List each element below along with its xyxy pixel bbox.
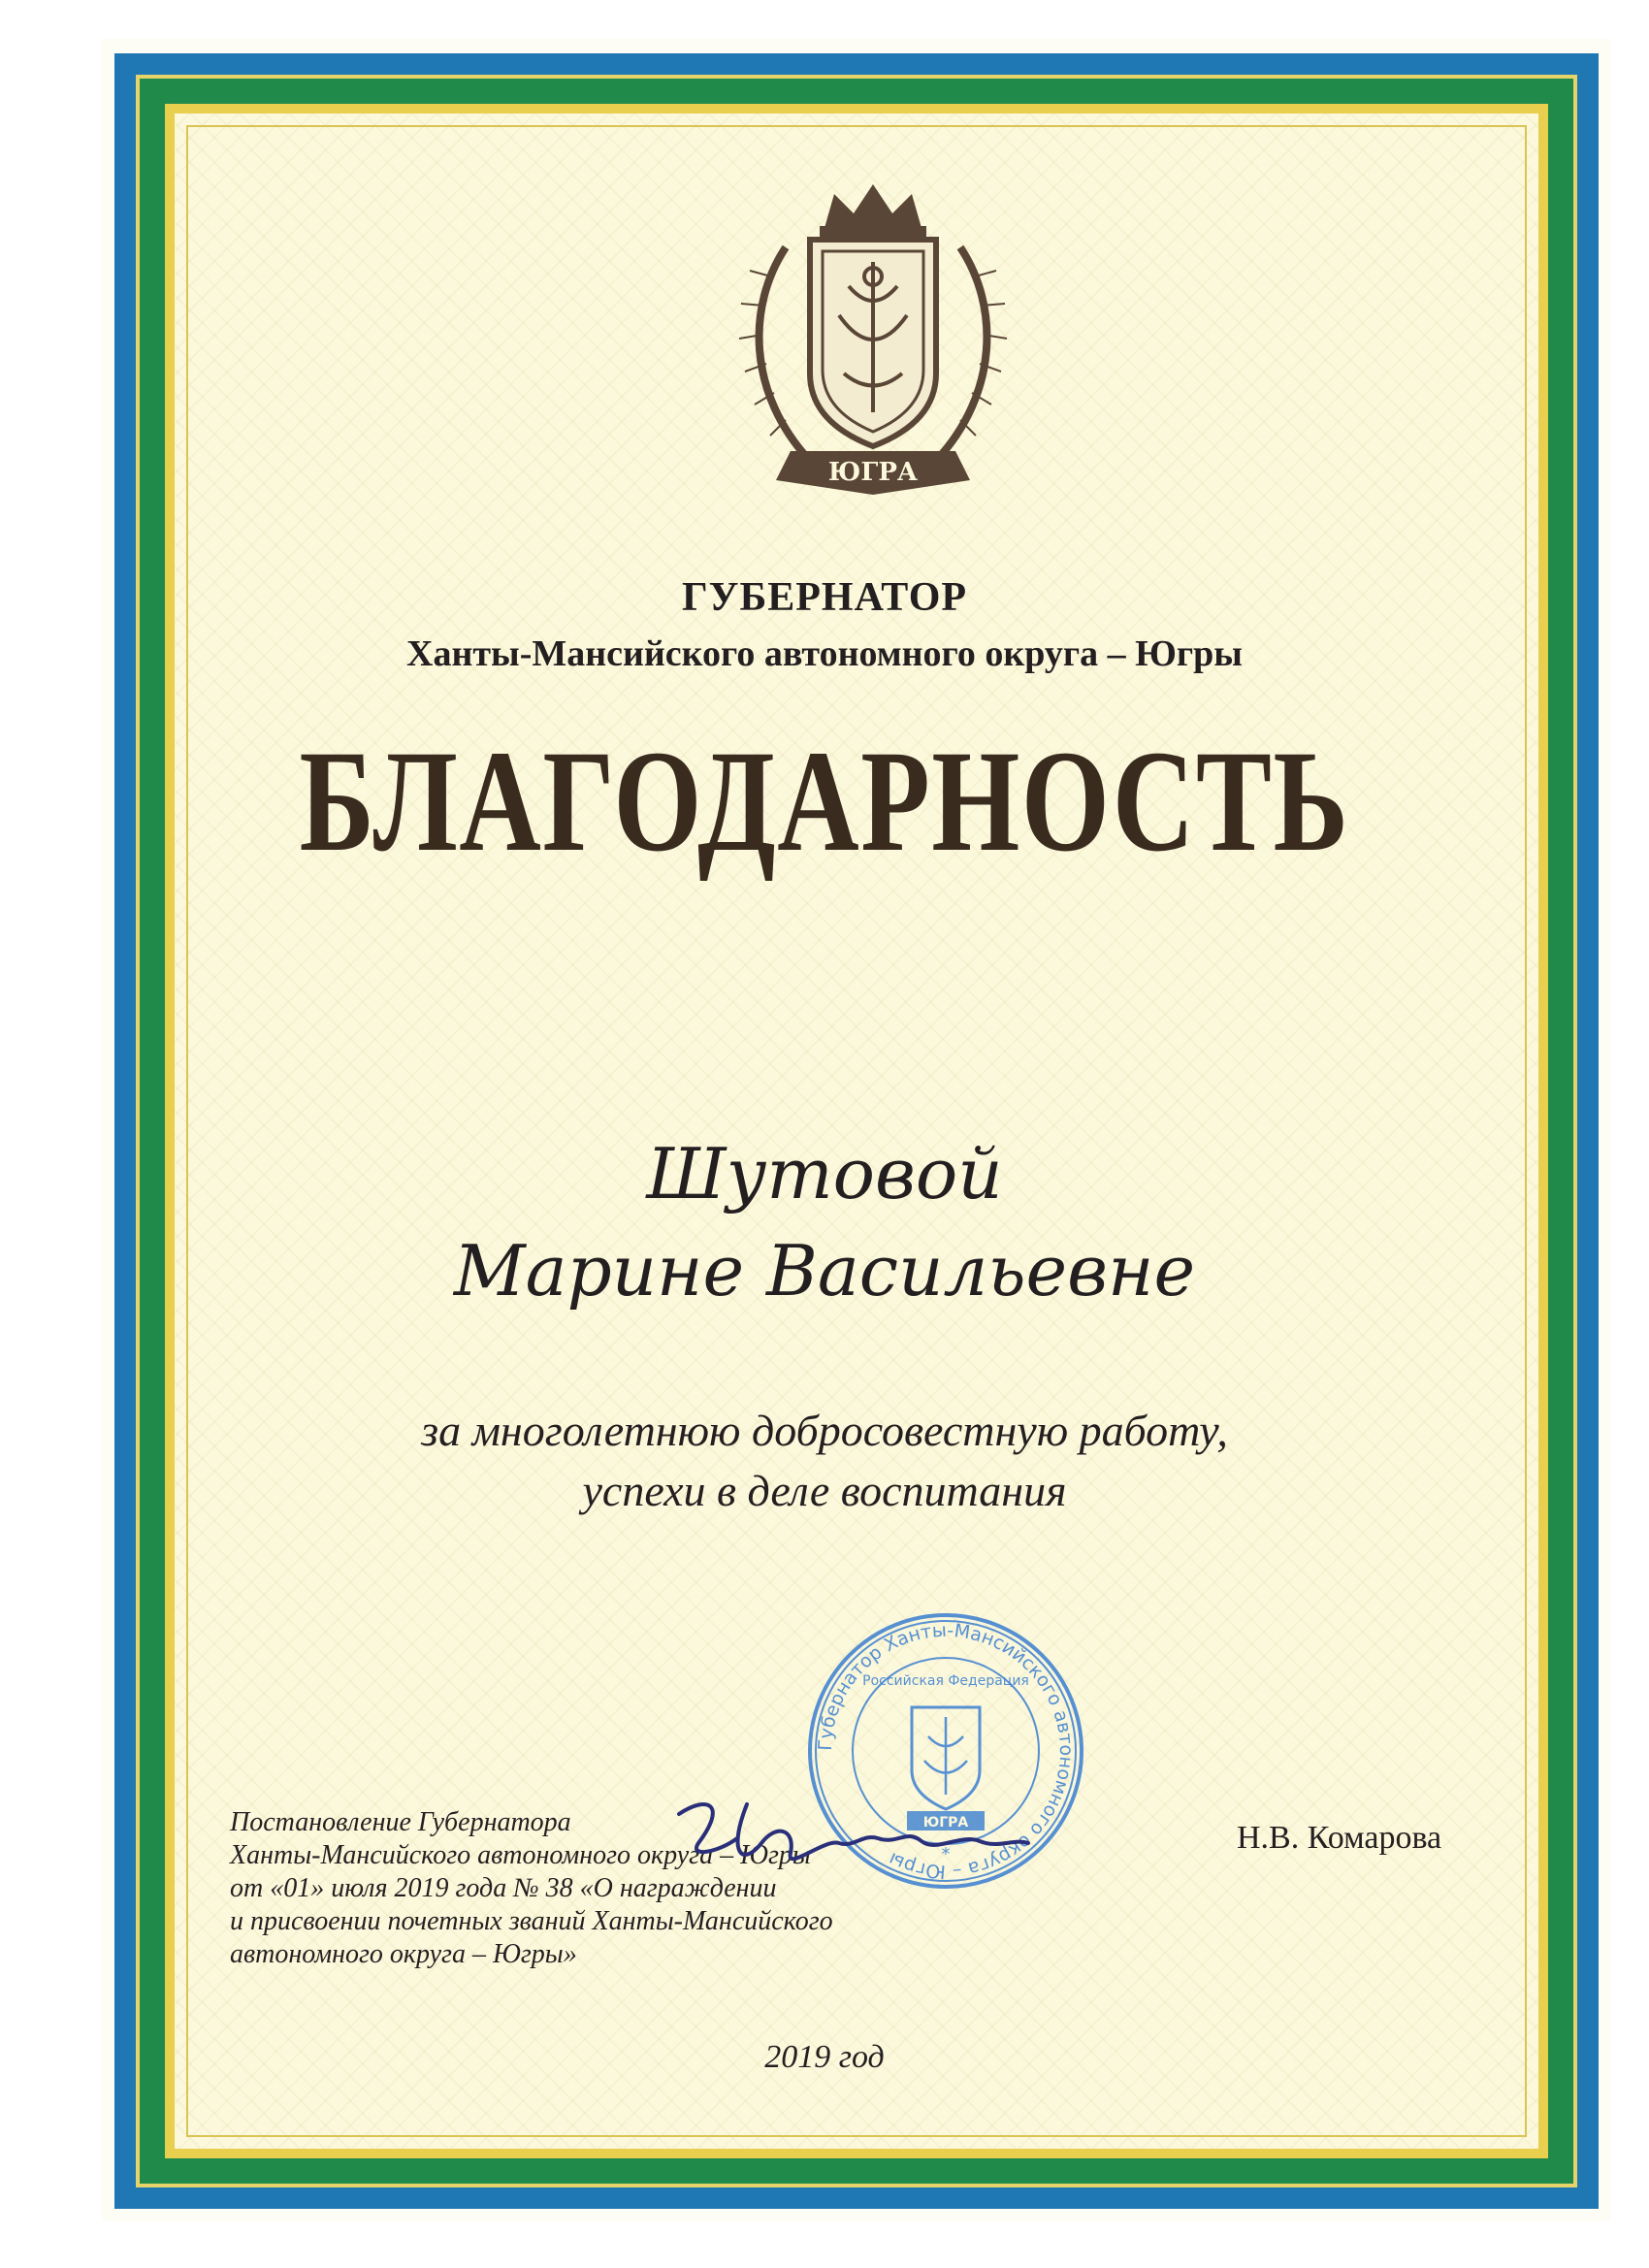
decree-line: Ханты-Мансийского автономного округа – Югры [230, 1840, 811, 1870]
decree-line: Постановление Губернатора [230, 1807, 571, 1837]
emblem-ribbon-text: ЮГРА [827, 458, 919, 487]
decree-line: от «01» июля 2019 года № 38 «О награждении [230, 1873, 777, 1903]
signer-name: Н.В. Комарова [1237, 1820, 1442, 1856]
region-heading: Ханты-Мансийского автономного округа – Югры [406, 633, 1243, 674]
recipient-surname: Шутовой [646, 1133, 1003, 1215]
decree-line: и присвоении почетных званий Ханты-Мансийского [230, 1906, 833, 1936]
stamp-inner-text: Российская Федерация [862, 1673, 1029, 1689]
handwritten-signature [669, 1785, 1038, 1892]
stamp-outer-text: Губернатор Ханты-Мансийского автономного округа – Югры [814, 1619, 1078, 1883]
issue-year: 2019 год [764, 2039, 885, 2075]
governor-heading: ГУБЕРНАТОР [681, 575, 968, 620]
certificate-title: БЛАГОДАРНОСТЬ [299, 721, 1350, 882]
stamp-ribbon-text: ЮГРА [922, 1815, 969, 1831]
reason-line-1: за многолетнюю добросовестную работу, [421, 1406, 1228, 1455]
decree-line: автономного округа – Югры» [230, 1939, 577, 1969]
reason-line-2: успехи в деле воспитания [582, 1466, 1067, 1515]
recipient-given-names: Марине Васильевне [453, 1230, 1196, 1312]
coat-of-arms-emblem [718, 170, 1028, 519]
svg-text:*: * [941, 1844, 951, 1864]
